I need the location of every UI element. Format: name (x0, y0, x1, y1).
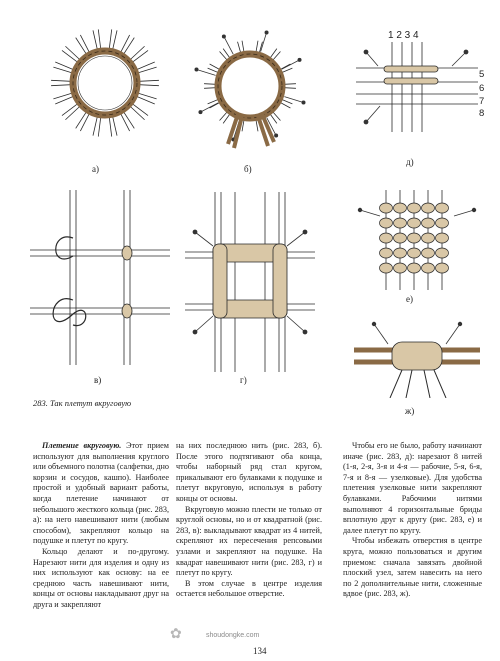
weave-knot (436, 218, 449, 228)
cord-line (284, 84, 296, 85)
cord-line (76, 38, 87, 55)
pin-line (261, 33, 267, 51)
pin-head (265, 31, 269, 35)
cord-line (256, 41, 258, 53)
cord-line (65, 46, 80, 60)
cord-line (93, 116, 97, 135)
weave-knot (436, 233, 449, 243)
cord-line (98, 117, 100, 137)
pin-head (298, 58, 302, 62)
figure-d-bars (356, 42, 478, 132)
right-paragraph-1: Чтобы его не было, работу начинают иначе (рис. 283, д): нарезают 8 нитей (1-я, 2-я, 3-я и 4-я — рабочие, 5-я, 6-я, 7-я и 8-я — узелковые). Для удобства плетения узелковые нити закрепляют булавками. Рабочими нитями выполняют 4 горизонтальные бриды вплотную друг к другу (рис. 283, е) и далее плетут по кругу. (343, 441, 482, 535)
figure-d-number-5: 5 (479, 69, 485, 80)
weave-knot (436, 248, 449, 258)
cord-line (208, 68, 219, 73)
pin-head (274, 134, 278, 138)
middle-paragraph-2: Вкруговую можно плести не только от круглой основы, но и от квадратной (рис. 283, в): выкладывают квадрат из 4 нитей, скрепляют их пересечения репсовыми узлами и закрепляют на подушке. На квадрат навешивают нити (рис. 283, г) и плетут по кругу. (176, 504, 322, 578)
figure-g-square (185, 192, 315, 372)
cord-line (93, 30, 97, 49)
weave-knot (422, 248, 435, 258)
figure-g-label: г) (240, 375, 247, 385)
weave-knot (380, 218, 393, 228)
pin-line (201, 103, 218, 112)
cord-line (132, 50, 148, 62)
figure-e-label: е) (406, 294, 413, 304)
figure-d-label: д) (406, 157, 414, 167)
weave-knot (394, 248, 407, 258)
cord-line (123, 112, 134, 129)
page-number: 134 (253, 646, 267, 656)
figure-b-label: б) (244, 164, 252, 174)
cord-line (204, 88, 216, 89)
cord-line (113, 30, 117, 49)
cord-line (76, 112, 87, 129)
pin-line (282, 60, 299, 69)
watermark-text: shoudongke.com (206, 632, 260, 639)
figure-a-label: а) (92, 164, 99, 174)
cord-line (210, 64, 221, 70)
cord-line (139, 85, 159, 86)
cord-line (51, 80, 71, 81)
figure-d-number-8: 8 (479, 108, 485, 119)
text-column-left (33, 441, 169, 611)
pin-head (198, 110, 202, 114)
figure-v-square (30, 190, 170, 365)
figure-d-top-numbers: 1 2 3 4 (388, 30, 419, 41)
figure-d-number-6: 6 (479, 83, 485, 94)
cord-line (132, 104, 148, 116)
weave-knot (380, 233, 393, 243)
weave-knot (394, 263, 407, 273)
right-paragraph-2: Чтобы избежать отверстия в центре круга, можно пользоваться и другим приемом: сначала завязать двойной плоский узел, затем навесить на него по 2 дополнительные нити, сложенные вдвое (рис. 283, ж). (343, 536, 482, 599)
figure-v-label: в) (94, 375, 102, 385)
cord-line (80, 113, 89, 131)
cord-line (281, 99, 292, 104)
weave-knot (380, 203, 393, 213)
text-column-right (343, 441, 482, 600)
weave-knot (380, 263, 393, 273)
cord-line (62, 104, 78, 116)
pin-head (222, 34, 226, 38)
weave-knot (408, 263, 421, 273)
cord-line (109, 117, 111, 137)
cord-line (284, 88, 296, 89)
cord-line (51, 85, 71, 86)
weave-knot (422, 233, 435, 243)
weave-knot (394, 233, 407, 243)
cord-line (280, 64, 291, 70)
cord-line (130, 46, 145, 60)
weave-knot (436, 203, 449, 213)
left-paragraph-2: Кольцо делают и по-другому. Нарезают нити для изделия и одну из них используют как основу: на ее среднюю часть навешивают нити, концы от основы накладывают друг на друга и закрепляют (33, 546, 169, 609)
watermark-logo-icon: ✿ (170, 626, 182, 642)
cord-line (130, 106, 145, 120)
figure-zh-knot (354, 318, 480, 398)
weave-knot (408, 203, 421, 213)
weave-knot (408, 248, 421, 258)
cord-line (123, 38, 134, 55)
cord-line (65, 106, 80, 120)
weave-knot (436, 263, 449, 273)
left-paragraph-1: Этот прием используют для выполнения круглого или объемного полотна (салфетки, дно корзин и сосудов, кашпо). Наиболее простой и удобный вариант работы, когда плетение начинают от небольшого жесткого кольца (рис. 283, а): на него навешивают нити (любым способом), закрепляют кольцо на подушке и плетут по кругу. (33, 441, 169, 546)
middle-paragraph-3: В этом случае в центре изделия остается небольшое отверстие. (176, 578, 322, 599)
section-heading: Плетение вкруговую. (42, 441, 122, 450)
pin-head (301, 101, 305, 105)
cord-line (62, 50, 78, 62)
weave-knot (394, 203, 407, 213)
weave-knot (408, 233, 421, 243)
figure-a-ring (50, 28, 160, 140)
cord-line (121, 113, 130, 131)
cord-line (242, 41, 244, 53)
middle-paragraph-1: на них последнюю нить (рис. 283, б). После этого подтягивают оба конца, чтобы наборный ряд стал кругом, прикалывают его булавками к подушке и плетут вкруговую, используя в работу концы от основы. (176, 441, 322, 503)
text-column-middle (176, 441, 322, 600)
cord-line (121, 35, 130, 53)
cord-line (98, 29, 100, 49)
weave-knot (422, 218, 435, 228)
cord-line (80, 35, 89, 53)
cord-line (113, 116, 117, 135)
figure-zh-label: ж) (405, 406, 415, 416)
cord-line (109, 29, 111, 49)
cord-line (280, 102, 291, 108)
cord-line (204, 84, 216, 85)
weave-knot (422, 263, 435, 273)
figure-e-weave (356, 190, 478, 290)
weave-knot (408, 218, 421, 228)
cord-line (139, 80, 159, 81)
cord-line (238, 42, 241, 54)
weave-knot (380, 248, 393, 258)
figure-b-ring (190, 26, 310, 156)
weave-knot (422, 203, 435, 213)
figure-caption: 283. Так плетут вкруговую (33, 398, 132, 408)
cord-line (210, 102, 221, 108)
weave-knot (394, 218, 407, 228)
figure-d-number-7: 7 (479, 96, 485, 107)
pin-head (195, 67, 199, 71)
